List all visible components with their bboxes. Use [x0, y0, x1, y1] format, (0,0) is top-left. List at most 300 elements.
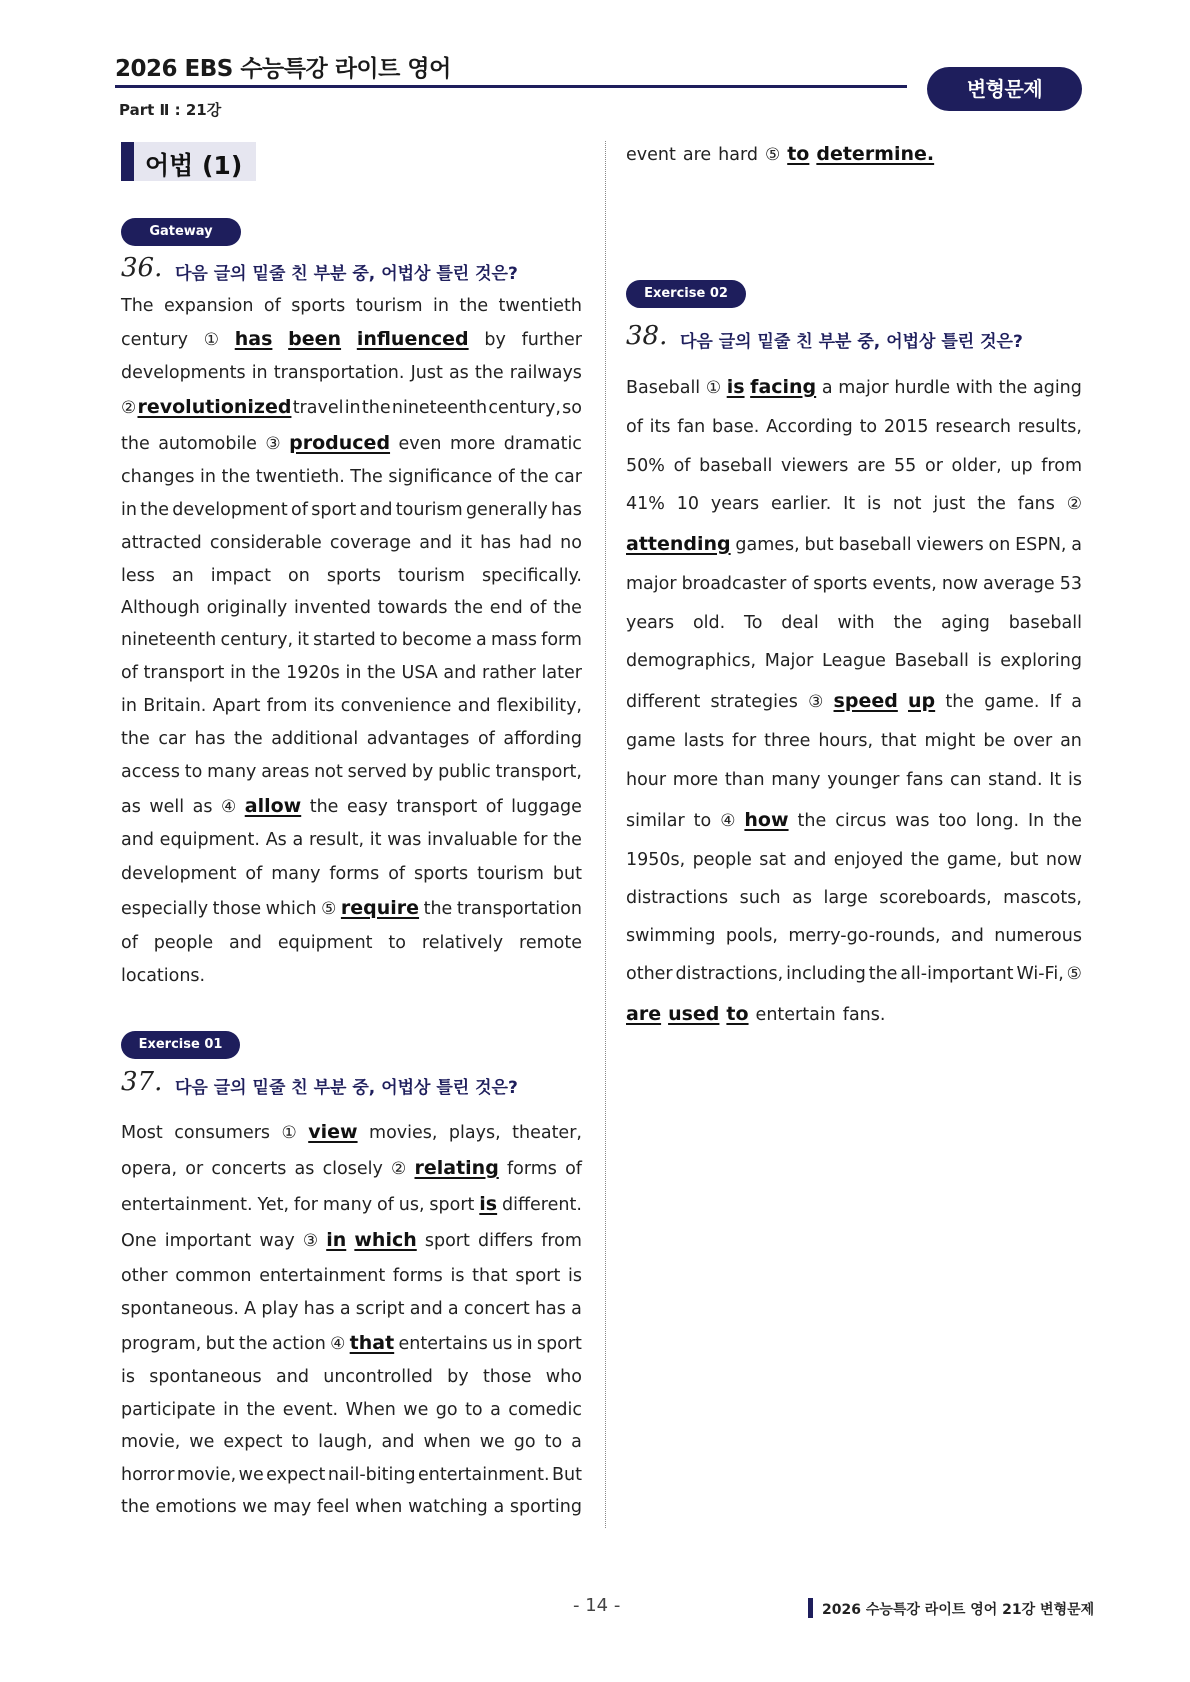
word: distractions — [626, 888, 729, 908]
word: the — [233, 729, 263, 749]
word: is — [867, 494, 881, 514]
passage-line — [121, 964, 582, 988]
passage-line — [121, 1297, 582, 1321]
word: a — [490, 1400, 501, 1420]
word: swimming — [626, 926, 716, 946]
word: more — [449, 434, 496, 454]
word: fans. — [842, 1005, 886, 1025]
word: many — [771, 770, 821, 790]
word: we — [242, 1497, 268, 1517]
word: common — [175, 1266, 252, 1286]
word: aging — [940, 613, 990, 633]
word: go — [435, 1400, 458, 1420]
word: to — [291, 1432, 310, 1452]
passage-line — [626, 1002, 1082, 1026]
underlined-word: view — [308, 1121, 358, 1143]
word: In — [1028, 811, 1045, 831]
word: According — [766, 417, 853, 437]
passage-line — [121, 1264, 582, 1288]
word: other — [121, 1266, 168, 1286]
word: sports — [414, 864, 469, 884]
word: in — [200, 467, 216, 487]
word: and — [276, 1367, 309, 1387]
word: tourism — [477, 864, 544, 884]
part-label: Part Ⅱ : 21강 — [119, 101, 222, 119]
word: for — [293, 1195, 318, 1215]
passage-line — [121, 896, 582, 920]
word: opera, — [121, 1159, 178, 1179]
word: further — [521, 330, 582, 350]
word: from — [266, 696, 308, 716]
word: nineteenth — [391, 398, 488, 418]
passage-line — [121, 1495, 582, 1519]
word: stand. — [988, 770, 1043, 790]
word: rather — [482, 663, 536, 683]
word: not — [314, 762, 343, 782]
word: twentieth. — [255, 467, 345, 487]
word: by — [447, 1367, 469, 1387]
word: even — [398, 434, 442, 454]
word: go — [513, 1432, 536, 1452]
word: to — [388, 933, 406, 953]
word: we — [189, 1432, 215, 1452]
word: century, — [220, 630, 294, 650]
tag-gateway: Gateway — [121, 218, 241, 246]
word: automobile — [158, 434, 257, 454]
word: development — [121, 864, 237, 884]
word: a — [571, 1432, 582, 1452]
word: 1950s, — [626, 850, 686, 870]
word: is — [450, 1266, 465, 1286]
word: expect — [266, 1465, 326, 1485]
underlined-word: which — [354, 1229, 417, 1251]
word: of — [376, 1195, 394, 1215]
word: has — [194, 729, 226, 749]
word: than — [724, 770, 765, 790]
word: viewers — [916, 535, 984, 555]
word: of — [477, 729, 495, 749]
word: well — [149, 797, 185, 817]
word: 55 — [894, 456, 917, 476]
word: of — [626, 417, 643, 437]
word: or — [185, 1159, 204, 1179]
word: a — [339, 1299, 351, 1319]
passage-line — [121, 361, 582, 385]
word: form — [541, 630, 582, 650]
word: is — [568, 1266, 582, 1286]
underlined-word: is — [479, 1193, 498, 1215]
word: games, — [735, 535, 800, 555]
word: a — [1071, 692, 1082, 712]
word: and — [121, 830, 154, 850]
word: car — [554, 467, 582, 487]
passage-line — [626, 808, 1082, 832]
word: easy — [346, 797, 388, 817]
passage-line — [121, 1365, 582, 1389]
word: in — [121, 696, 137, 716]
word: over — [1013, 731, 1053, 751]
word: deal — [781, 613, 819, 633]
word: mascots, — [1003, 888, 1082, 908]
word: comedic — [508, 1400, 582, 1420]
word: served — [347, 762, 407, 782]
word: transportation — [456, 899, 582, 919]
passage-line — [121, 1120, 582, 1144]
word: when — [423, 1432, 471, 1452]
word: the — [893, 613, 923, 633]
word: horror — [121, 1465, 175, 1485]
passage-line — [121, 596, 582, 620]
word: nail-biting — [327, 1465, 416, 1485]
word: game. — [984, 692, 1040, 712]
word: plays, — [448, 1123, 501, 1143]
passage-line — [626, 649, 1082, 673]
word: of — [529, 598, 547, 618]
word: If — [1049, 692, 1061, 712]
word: entertainment. — [121, 1195, 253, 1215]
word: such — [739, 888, 781, 908]
word: exploring — [1000, 651, 1082, 671]
word: it — [297, 630, 309, 650]
word: merry-go-rounds, — [788, 926, 941, 946]
underlined-word: how — [744, 809, 789, 831]
word: equipment — [277, 933, 373, 953]
word: transport — [143, 663, 225, 683]
underlined-word: allow — [244, 795, 302, 817]
word: is — [977, 651, 992, 671]
passage-line — [121, 794, 582, 818]
word: consumers — [174, 1123, 271, 1143]
document-title: 2026 EBS 수능특강 라이트 영어 — [115, 56, 451, 82]
word: hurdle — [894, 378, 951, 398]
word: spontaneous. — [121, 1299, 239, 1319]
word: 1920s — [286, 663, 340, 683]
word: invaluable — [427, 830, 518, 850]
word: Just — [410, 363, 443, 383]
word: luggage — [511, 797, 582, 817]
word: the — [238, 1334, 268, 1354]
word: fans — [1017, 494, 1055, 514]
word: Yet, — [257, 1195, 290, 1215]
word: to — [544, 1432, 563, 1452]
word: not — [892, 494, 922, 514]
word: the — [998, 378, 1028, 398]
word: To — [744, 613, 763, 633]
question-number-37: 37. — [121, 1067, 163, 1097]
word: entertainment — [259, 1266, 386, 1286]
word: sport — [515, 1266, 561, 1286]
word: different. — [502, 1195, 582, 1215]
word: expansion — [163, 296, 254, 316]
choice-number: ④ — [720, 811, 736, 831]
word: distractions, — [675, 964, 784, 984]
word: an — [171, 566, 194, 586]
word: mass — [490, 630, 537, 650]
word: emotions — [155, 1497, 237, 1517]
underlined-word: to — [787, 143, 810, 165]
word: differs — [477, 1231, 534, 1251]
word: As — [265, 830, 287, 850]
word: the — [977, 494, 1006, 514]
choice-number: ① — [281, 1123, 297, 1143]
page-number: - 14 - — [573, 1595, 621, 1616]
word: all-important — [900, 964, 1014, 984]
word: to — [693, 811, 712, 831]
passage-line — [626, 924, 1082, 948]
word: us, — [398, 1195, 425, 1215]
footer-bar — [808, 1598, 813, 1618]
word: numerous — [994, 926, 1082, 946]
word: access — [121, 762, 180, 782]
word: demographics, — [626, 651, 757, 671]
word: transport — [396, 797, 478, 817]
word: a — [571, 1299, 582, 1319]
word: is — [121, 1367, 135, 1387]
passage-line — [626, 768, 1082, 792]
word: lasts — [683, 731, 725, 751]
word: has — [303, 1299, 335, 1319]
choice-number: ② — [121, 398, 137, 418]
word: the — [797, 811, 827, 831]
passage-line — [121, 327, 582, 351]
word: When — [345, 1400, 396, 1420]
word: hour — [626, 770, 667, 790]
word: spontaneous — [149, 1367, 262, 1387]
word: But — [552, 1465, 582, 1485]
word: 10 — [676, 494, 700, 514]
word: but — [1009, 850, 1039, 870]
word: up — [1010, 456, 1033, 476]
word: 2015 — [883, 417, 929, 437]
word: the — [423, 899, 453, 919]
passage-line — [626, 375, 1082, 399]
passage-line — [626, 142, 966, 166]
word: including — [786, 964, 866, 984]
passage-line — [121, 1430, 582, 1454]
word: for — [732, 731, 757, 751]
word: as — [792, 888, 812, 908]
word: aging — [1032, 378, 1082, 398]
word: the — [121, 1497, 150, 1517]
choice-number: ③ — [265, 434, 281, 454]
word: as — [192, 797, 213, 817]
word: movie, — [176, 1465, 237, 1485]
word: of — [121, 663, 138, 683]
underlined-word: in — [326, 1229, 347, 1251]
word: on — [288, 566, 310, 586]
word: the — [910, 850, 940, 870]
word: may — [273, 1497, 312, 1517]
question-prompt-36: 다음 글의 밑줄 친 부분 중, 어법상 틀린 것은? — [175, 264, 518, 284]
word: when — [355, 1497, 403, 1517]
word: the — [367, 663, 396, 683]
word: a — [447, 1299, 459, 1319]
passage-line — [121, 628, 582, 652]
word: generally — [465, 500, 548, 520]
word: the — [121, 434, 150, 454]
word: forms — [506, 1159, 557, 1179]
word: by — [484, 330, 506, 350]
passage-line — [121, 694, 582, 718]
word: so — [562, 398, 582, 418]
word: affording — [503, 729, 582, 749]
word: convenience — [340, 696, 452, 716]
passage-line — [121, 1156, 582, 1180]
word: advantages — [366, 729, 470, 749]
underlined-word: been — [288, 328, 342, 350]
word: major — [838, 378, 889, 398]
word: no — [560, 533, 582, 553]
word: as — [121, 797, 141, 817]
word: from — [1041, 456, 1082, 476]
word: Britain. — [143, 696, 207, 716]
word: of — [121, 933, 138, 953]
word: other — [626, 964, 673, 984]
passage-line — [121, 564, 582, 588]
word: similar — [626, 811, 685, 831]
choice-number: ② — [1066, 494, 1082, 514]
word: in — [223, 1400, 240, 1420]
choice-number: ② — [391, 1159, 407, 1179]
word: the — [121, 729, 150, 749]
word: especially — [121, 899, 209, 919]
word: areas — [261, 762, 310, 782]
word: us — [492, 1334, 513, 1354]
word: but — [804, 535, 834, 555]
word: the — [251, 663, 281, 683]
word: of — [263, 296, 281, 316]
word: tourism — [395, 500, 463, 520]
tag-exercise-01: Exercise 01 — [121, 1031, 240, 1059]
passage-line — [121, 661, 582, 685]
word: as — [448, 363, 469, 383]
passage-line — [626, 729, 1082, 753]
word: play — [261, 1299, 299, 1319]
word: just — [933, 494, 966, 514]
word: different — [626, 692, 701, 712]
word: towards — [377, 598, 448, 618]
section-heading-text: 어법 (1) — [145, 151, 243, 180]
word: dramatic — [503, 434, 582, 454]
underlined-word: up — [908, 690, 936, 712]
word: to — [465, 1400, 483, 1420]
word: forms — [392, 1266, 443, 1286]
word: has — [480, 533, 511, 553]
passage-line — [121, 931, 582, 955]
question-number-38: 38. — [626, 321, 668, 351]
word: in — [345, 663, 362, 683]
word: broadcaster — [681, 574, 787, 594]
word: sports — [813, 574, 868, 594]
word: become — [401, 630, 472, 650]
word: hard — [718, 145, 758, 165]
word: Baseball — [894, 651, 969, 671]
tag-exercise-02: Exercise 02 — [626, 280, 746, 308]
word: 53 — [1059, 574, 1082, 594]
word: we — [403, 1400, 429, 1420]
word: strategies — [710, 692, 798, 712]
word: old. — [692, 613, 726, 633]
word: nineteenth — [121, 630, 217, 650]
word: closely — [322, 1159, 383, 1179]
word: transport, — [495, 762, 582, 782]
underlined-word: that — [349, 1332, 395, 1354]
word: it — [460, 533, 472, 553]
word: has — [534, 1299, 566, 1319]
word: theater, — [512, 1123, 582, 1143]
badge-variant-problems: 변형문제 — [927, 67, 1082, 111]
word: ESPN, — [1015, 535, 1067, 555]
word: participate — [121, 1400, 216, 1420]
word: its — [649, 417, 671, 437]
word: watching — [408, 1497, 488, 1517]
word: sat — [759, 850, 786, 870]
word: of — [565, 1159, 582, 1179]
word: century, — [488, 398, 561, 418]
word: of — [791, 574, 809, 594]
word: or — [924, 456, 943, 476]
word: in — [230, 663, 247, 683]
passage-line — [626, 689, 1082, 713]
word: in — [251, 363, 268, 383]
word: tourism — [355, 296, 423, 316]
word: Most — [121, 1123, 163, 1143]
word: and — [443, 663, 477, 683]
word: an — [1060, 731, 1082, 751]
word: sport — [424, 1231, 470, 1251]
word: the — [246, 1400, 276, 1420]
underlined-word: to — [726, 1003, 749, 1025]
word: sport — [311, 500, 357, 520]
passage-line — [121, 1463, 582, 1487]
word: the — [309, 797, 339, 817]
word: sports — [291, 296, 346, 316]
passage-line — [626, 848, 1082, 872]
word: game, — [946, 850, 1003, 870]
word: now — [941, 574, 979, 594]
word: results, — [1017, 417, 1082, 437]
word: those — [482, 1367, 532, 1387]
word: originally — [206, 598, 288, 618]
word: older, — [951, 456, 1002, 476]
word: century — [121, 330, 188, 350]
choice-number: ④ — [221, 797, 237, 817]
word: baseball — [838, 535, 912, 555]
word: be — [983, 731, 1006, 751]
word: is — [1067, 770, 1082, 790]
word: which — [265, 899, 317, 919]
word: One — [121, 1231, 157, 1251]
word: the — [1053, 811, 1082, 831]
word: and — [950, 926, 984, 946]
word: large — [823, 888, 868, 908]
word: long. — [975, 811, 1020, 831]
word: and — [419, 533, 453, 553]
word: as — [294, 1159, 315, 1179]
column-divider — [605, 141, 606, 1528]
word: relatively — [421, 933, 504, 953]
word: on — [988, 535, 1011, 555]
word: it — [369, 830, 382, 850]
word: and — [381, 1432, 415, 1452]
word: less — [121, 566, 155, 586]
word: entertainment. — [418, 1465, 550, 1485]
word: a — [821, 378, 833, 398]
passage-line — [626, 611, 1082, 635]
word: of — [673, 456, 691, 476]
word: who — [545, 1367, 582, 1387]
word: significance — [388, 467, 493, 487]
